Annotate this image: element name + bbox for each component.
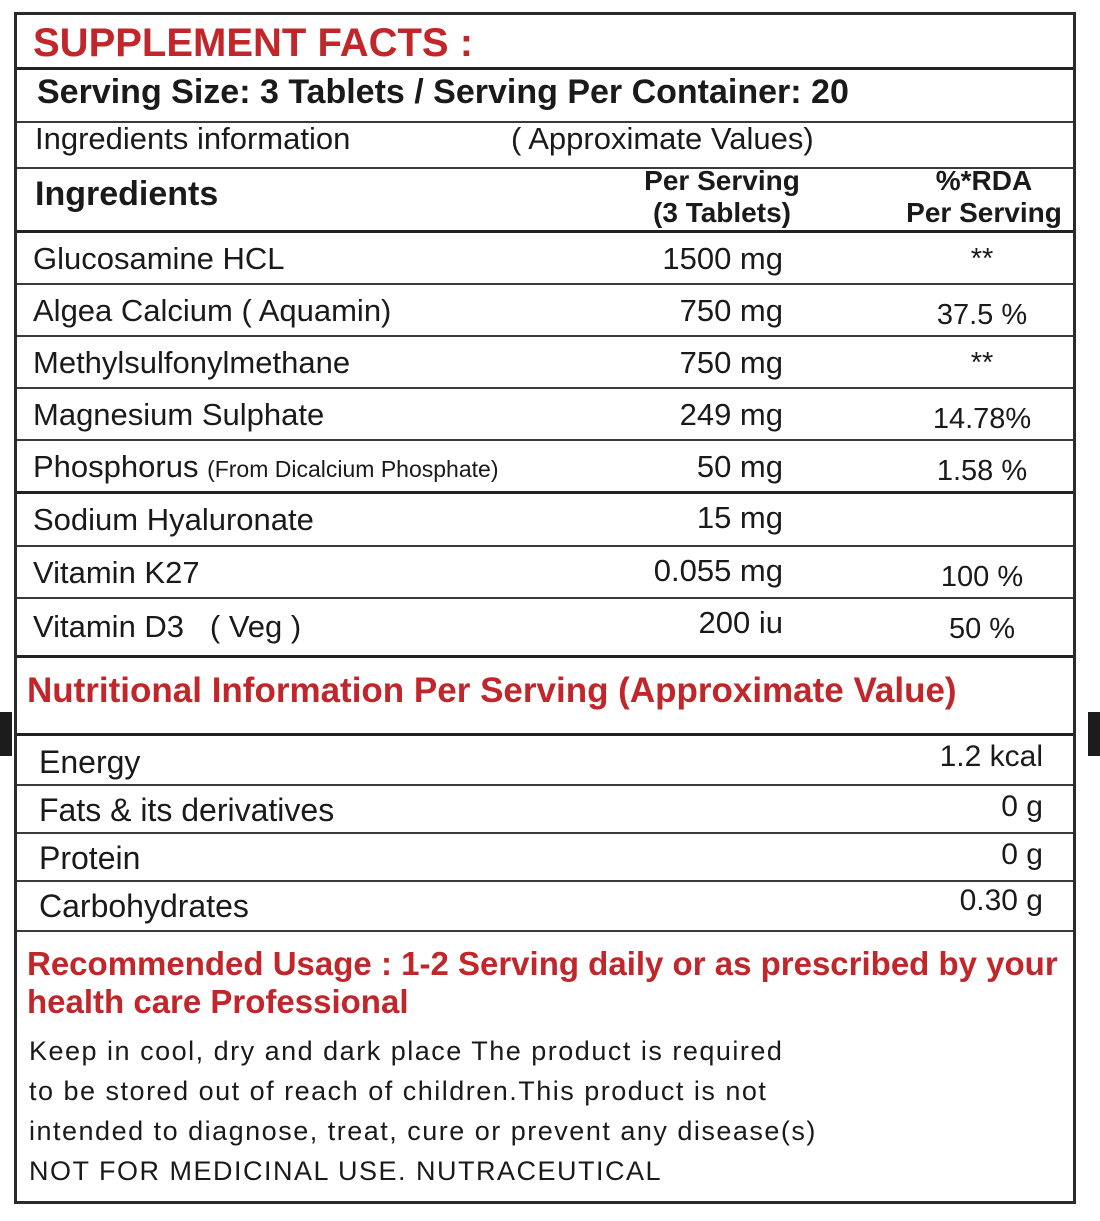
ingredient-amount: 0.055 mg: [653, 553, 783, 588]
ingredient-row: [17, 494, 1073, 546]
nutrition-value: 0 g: [1001, 790, 1043, 823]
ingredient-row: [17, 389, 1073, 441]
ingredient-rda: 37.5 %: [936, 299, 1028, 331]
ingredient-row: [17, 599, 1073, 655]
ingredient-amount: 15 mg: [696, 500, 783, 535]
ingredient-row: [17, 547, 1073, 599]
ingredient-rda: 1.58 %: [936, 455, 1028, 487]
ingredient-amount: 200 iu: [698, 605, 783, 640]
storage-line: to be stored out of reach of children.This product is not: [29, 1076, 768, 1106]
ingredient-amount: 1500 mg: [662, 241, 783, 276]
ingredient-amount: 249 mg: [679, 397, 783, 432]
ingredients-info-label: Ingredients information: [35, 121, 351, 156]
column-header-per-serving: [577, 165, 867, 229]
ingredient-rda: 14.78%: [932, 403, 1032, 435]
approximate-values-label: ( Approximate Values): [511, 121, 814, 156]
ingredient-row: [17, 441, 1073, 493]
ingredient-name: Methylsulfonylmethane: [33, 345, 351, 380]
divider: [17, 930, 1073, 932]
nutrition-name: Fats & its derivatives: [39, 792, 335, 828]
ingredient-name: Algea Calcium ( Aquamin): [33, 293, 392, 328]
ingredient-amount: 50 mg: [696, 449, 783, 484]
supplement-facts-title: SUPPLEMENT FACTS :: [33, 21, 474, 65]
nutrition-name: Protein: [39, 840, 141, 876]
nutrition-title: Nutritional Information Per Serving (Approximate Value): [27, 671, 957, 710]
ingredient-name-main: Phosphorus: [33, 449, 208, 484]
left-edge-mark: [0, 712, 12, 756]
column-header-rda: [857, 165, 1100, 229]
storage-warning: [29, 1031, 1069, 1191]
storage-line: intended to diagnose, treat, cure or prevent any disease(s): [29, 1116, 817, 1146]
right-edge-mark: [1088, 712, 1100, 756]
divider: [17, 655, 1073, 658]
nutrition-name: Carbohydrates: [39, 888, 249, 924]
column-header-ingredients: Ingredients: [35, 175, 219, 213]
ingredient-name-note: (From Dicalcium Phosphate): [207, 456, 499, 482]
nutrition-row: [17, 834, 1073, 880]
recommended-usage: Recommended Usage : 1-2 Serving daily or as prescribed by your health care Professional: [27, 945, 1058, 1020]
ingredient-rda: **: [970, 347, 994, 379]
rda-line2: Per Serving: [906, 197, 1062, 228]
supplement-facts-panel: [14, 12, 1076, 1204]
ingredient-rda: 100 %: [940, 561, 1024, 593]
nutrition-value: 0 g: [1001, 838, 1043, 871]
storage-line: Keep in cool, dry and dark place The product is required: [29, 1036, 784, 1066]
ingredient-name: Magnesium Sulphate: [33, 397, 325, 432]
ingredient-name: Vitamin K27: [33, 555, 200, 590]
nutrition-row: [17, 882, 1073, 930]
divider: [17, 67, 1073, 70]
ingredient-name: Sodium Hyaluronate: [33, 502, 314, 537]
ingredient-row: [17, 233, 1073, 285]
ingredient-name: Vitamin D3 ( Veg ): [33, 609, 302, 644]
nutrition-value: 0.30 g: [959, 884, 1043, 917]
nutrition-row: [17, 736, 1073, 784]
storage-line: NOT FOR MEDICINAL USE. NUTRACEUTICAL: [29, 1156, 663, 1186]
serving-size: Serving Size: 3 Tablets / Serving Per Container: 20: [37, 73, 849, 111]
ingredient-name: Glucosamine HCL: [33, 241, 285, 276]
nutrition-value: 1.2 kcal: [939, 740, 1043, 773]
ingredient-rda: 50 %: [948, 613, 1016, 645]
ingredient-row: [17, 337, 1073, 389]
per-serving-line1: Per Serving: [644, 165, 800, 196]
rda-line1: %*RDA: [935, 165, 1033, 196]
ingredient-name: [33, 449, 498, 485]
nutrition-name: Energy: [39, 744, 141, 780]
ingredient-amount: 750 mg: [679, 293, 783, 328]
ingredient-row: [17, 285, 1073, 337]
per-serving-line2: (3 Tablets): [653, 197, 791, 228]
ingredient-rda: **: [970, 243, 994, 275]
nutrition-row: [17, 786, 1073, 832]
ingredient-amount: 750 mg: [679, 345, 783, 380]
